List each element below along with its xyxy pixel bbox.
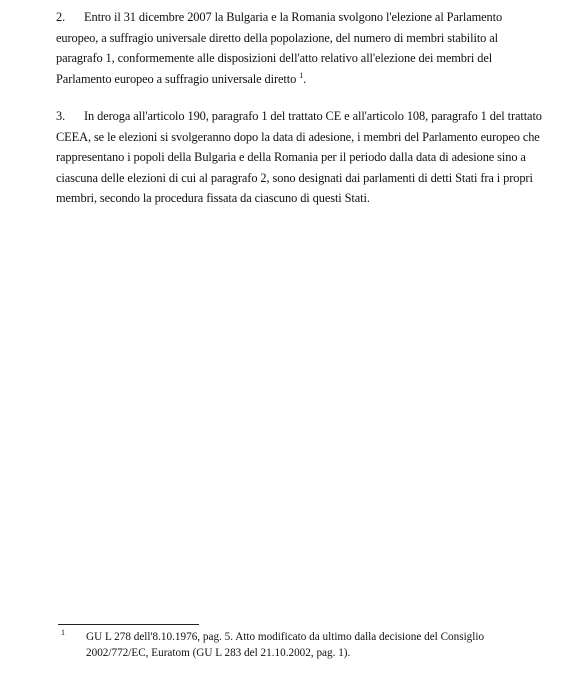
footnote-separator	[58, 624, 199, 625]
footnote-line: 2002/772/EC, Euratom (GU L 283 del 21.10.2002, pag. 1).	[86, 647, 351, 659]
footnote-reference[interactable]: 1	[299, 70, 304, 80]
footnote-text	[86, 629, 484, 661]
paragraph-text: Entro il 31 dicembre 2007 la Bulgaria e la Romania svolgono l'elezione al Parlamento	[84, 10, 503, 24]
paragraph-line: membri, secondo la procedura fissata da ciascuno di questi Stati.	[56, 191, 370, 205]
footnote-line: GU L 278 dell'8.10.1976, pag. 5. Atto modificato da ultimo dalla decisione del Consiglio	[86, 631, 485, 643]
paragraph-text: Parlamento europeo a suffragio universale diretto	[56, 71, 297, 86]
paragraph-line: ciascuna delle elezioni di cui al paragrafo 2, sono designati dai parlamenti di detti Stati fra i propri	[56, 170, 533, 185]
paragraph-text: In deroga all'articolo 190, paragrafo 1 del trattato CE e all'articolo 108, paragrafo 1 del trattato	[84, 109, 542, 123]
paragraph-3	[56, 106, 542, 209]
paragraph-line	[56, 106, 542, 127]
paragraph-line	[56, 69, 526, 90]
paragraph-number: 2.	[56, 10, 66, 24]
paragraph-line	[56, 7, 526, 28]
paragraph-number: 3.	[56, 109, 66, 123]
footnote-mark: 1	[61, 628, 65, 637]
paragraph-2	[56, 7, 526, 89]
paragraph-line: paragrafo 1, conformemente alle disposizioni dell'atto relativo all'elezione dei membri del	[56, 51, 493, 65]
paragraph-line: CEEA, se le elezioni si svolgeranno dopo la data di adesione, i membri del Parlamento europeo che	[56, 129, 540, 144]
paragraph-line: rappresentano i popoli della Bulgaria e della Romania per il periodo dalla data di adesione sino a	[56, 150, 526, 164]
paragraph-trailing-punctuation: .	[303, 71, 307, 86]
paragraph-line: europeo, a suffragio universale diretto della popolazione, del numero di membri stabilito al	[56, 30, 499, 45]
